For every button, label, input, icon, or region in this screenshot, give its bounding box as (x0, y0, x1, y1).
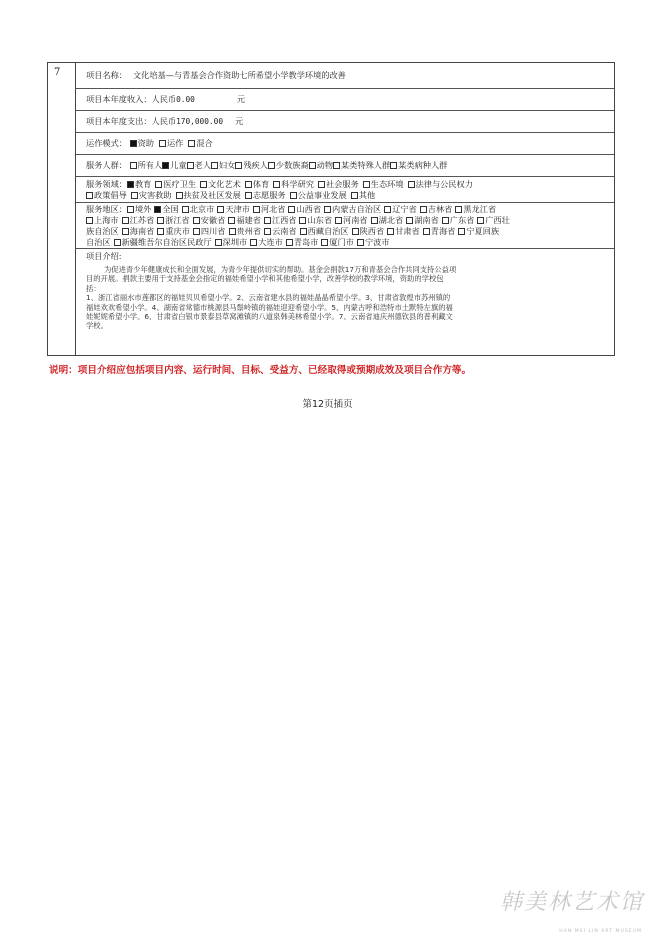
checkbox-option[interactable] (384, 204, 417, 214)
watermark-subtitle: HAN MEI LIN ART MUSEUM (559, 929, 642, 934)
unchecked-box-icon[interactable] (371, 217, 378, 224)
checkbox-label: 新疆维吾尔自治区民政厅 (121, 237, 212, 247)
checkbox-option[interactable] (86, 215, 119, 225)
checkbox-option[interactable] (131, 190, 172, 200)
income-amount: 0.00 (176, 95, 195, 104)
checkbox-label: 混合 (196, 138, 213, 148)
unchecked-box-icon[interactable] (406, 217, 413, 224)
checkbox-label: 全国 (162, 204, 179, 214)
checkbox-label: 陕西省 (359, 226, 385, 236)
checkbox-label: 法律与公民权力 (415, 179, 473, 189)
unchecked-box-icon[interactable] (333, 162, 340, 169)
row-number: 7 (54, 67, 61, 78)
checkbox-option[interactable] (288, 204, 321, 214)
checkbox-option[interactable] (162, 160, 186, 170)
income-unit: 元 (236, 94, 246, 104)
service-regions-row (76, 203, 614, 249)
museum-watermark (499, 885, 650, 945)
checkbox-label: 浙江省 (165, 215, 190, 225)
checkbox-option[interactable] (211, 160, 235, 170)
checkbox-option[interactable] (268, 160, 309, 170)
unchecked-box-icon[interactable] (384, 206, 391, 213)
checkbox-option[interactable] (86, 190, 127, 200)
checkbox-option[interactable] (390, 160, 447, 170)
expense-row (76, 111, 614, 133)
unchecked-box-icon[interactable] (273, 181, 280, 188)
unchecked-box-icon[interactable] (390, 162, 397, 169)
checkbox-option[interactable] (324, 204, 381, 214)
service-regions-line-1 (127, 204, 499, 214)
unchecked-box-icon[interactable] (176, 192, 183, 199)
checkbox-label: 青海省 (430, 226, 456, 236)
operation-mode-label: 运作模式： (86, 138, 127, 148)
checkbox-option[interactable] (264, 226, 297, 236)
checkbox-label: 广西壮 (485, 215, 510, 225)
checkbox-label: 动物 (316, 160, 334, 170)
checkbox-label: 上海市 (94, 215, 119, 225)
checkbox-label: 重庆市 (165, 226, 190, 236)
checkbox-label: 大连市 (258, 237, 283, 247)
service-regions-line-4 (86, 237, 393, 247)
unchecked-box-icon[interactable] (268, 162, 275, 169)
checkbox-label: 少数族裔 (275, 160, 309, 170)
unchecked-box-icon[interactable] (335, 217, 342, 224)
unchecked-box-icon[interactable] (188, 140, 195, 147)
unchecked-box-icon[interactable] (114, 239, 121, 246)
expense-amount: 170,000.00 (176, 117, 224, 126)
checkbox-label: 某类病种人群 (398, 160, 448, 170)
checkbox-option[interactable] (442, 215, 475, 225)
intro-text (86, 265, 602, 331)
unchecked-box-icon[interactable] (351, 192, 358, 199)
unchecked-box-icon[interactable] (127, 206, 134, 213)
unchecked-box-icon[interactable] (211, 162, 218, 169)
checkbox-label: 体育 (252, 179, 270, 189)
checkbox-option[interactable] (176, 190, 241, 200)
service-regions-label: 服务地区： (86, 204, 127, 214)
watermark-logo-text: 韩美林艺术馆 (499, 890, 644, 915)
checkbox-option[interactable] (215, 237, 248, 247)
unchecked-box-icon[interactable] (235, 162, 242, 169)
checkbox-label: 青岛市 (293, 237, 319, 247)
checkbox-option[interactable] (228, 215, 261, 225)
checkbox-option[interactable] (159, 138, 183, 148)
checkbox-label: 儿童 (170, 160, 187, 170)
checked-box-icon[interactable] (162, 162, 169, 169)
unchecked-box-icon[interactable] (300, 228, 307, 235)
unchecked-box-icon[interactable] (408, 181, 415, 188)
project-name-row (76, 63, 614, 89)
checkbox-label: 志愿服务 (252, 190, 286, 200)
unchecked-box-icon[interactable] (155, 181, 162, 188)
checkbox-option[interactable] (182, 204, 215, 214)
checkbox-option[interactable] (130, 138, 154, 148)
checkbox-label: 辽宁省 (392, 204, 417, 214)
checkbox-option[interactable] (477, 215, 510, 225)
checkbox-label: 内蒙古自治区 (332, 204, 382, 214)
unchecked-box-icon[interactable] (245, 192, 252, 199)
project-name-value: 文化培基—与青基会合作资助七所希望小学教学环境的改善 (132, 70, 346, 80)
checkbox-option[interactable] (273, 179, 314, 189)
checkbox-option[interactable] (200, 179, 241, 189)
page-number: 第12页插页 (302, 399, 353, 410)
unchecked-box-icon[interactable] (321, 239, 328, 246)
unchecked-box-icon[interactable] (318, 181, 325, 188)
checkbox-label: 福建省 (236, 215, 261, 225)
checkbox-label: 医疗卫生 (163, 179, 197, 189)
checkbox-option[interactable] (352, 226, 385, 236)
unchecked-box-icon[interactable] (122, 228, 129, 235)
checkbox-label: 厦门市 (329, 237, 354, 247)
checkbox-option[interactable] (335, 215, 368, 225)
checkbox-label: 老人 (194, 160, 211, 170)
service-regions-line-3 (86, 226, 502, 236)
service-groups-label: 服务人群： (86, 160, 127, 170)
checkbox-option[interactable] (318, 179, 359, 189)
checkbox-option[interactable] (290, 190, 347, 200)
unchecked-box-icon[interactable] (357, 239, 364, 246)
instruction-note: 说明：项目介绍应包括项目内容、运行时间、目标、受益方、已经取得或预期成效及项目合作方等。 (49, 365, 472, 376)
unchecked-box-icon[interactable] (86, 217, 93, 224)
checkbox-option[interactable] (264, 215, 297, 225)
checkbox-option[interactable] (321, 237, 354, 247)
unchecked-box-icon[interactable] (290, 192, 297, 199)
unchecked-box-icon[interactable] (253, 206, 260, 213)
expense-label: 项目本年度支出：人民币 (86, 116, 177, 126)
checkbox-option[interactable] (193, 215, 226, 225)
unchecked-box-icon[interactable] (458, 228, 465, 235)
service-fields-row (76, 177, 614, 203)
unchecked-box-icon[interactable] (250, 239, 257, 246)
checkbox-option[interactable] (157, 215, 190, 225)
service-groups-row (76, 155, 614, 177)
checkbox-label: 四川省 (200, 226, 226, 236)
checkbox-label: 运作 (166, 138, 184, 148)
intro-line: 娃妮妮希望小学。6、甘肃省白银市景泰县草窝滩镇的八道泉韩美林希望小学。7、云南省迪庆州德钦县的普利藏文 (86, 312, 453, 322)
intro-line: 福娃欢欢希望小学。4、湖南省常德市桃源县马鬃岭镇的福娃迎迎希望小学。5、内蒙古呼和浩特市土默特左旗的福 (86, 302, 453, 312)
checkbox-label: 吉林省 (427, 204, 453, 214)
checkbox-option[interactable] (455, 204, 496, 214)
checkbox-option[interactable] (122, 215, 155, 225)
checkbox-label: 社会服务 (326, 179, 359, 189)
income-label: 项目本年度收入：人民币 (86, 94, 177, 104)
intro-label-row (76, 249, 614, 265)
service-fields-label: 服务领域： (86, 179, 127, 189)
checkbox-option[interactable] (127, 204, 151, 214)
service-fields-line-2 (86, 190, 379, 200)
checkbox-option[interactable] (423, 226, 456, 236)
unchecked-box-icon[interactable] (299, 217, 306, 224)
checkbox-option[interactable] (127, 179, 151, 189)
checkbox-option[interactable] (193, 226, 226, 236)
checkbox-label: 所有人 (137, 160, 163, 170)
checkbox-label: 宁波市 (364, 237, 390, 247)
checked-box-icon[interactable] (127, 181, 134, 188)
checkbox-option[interactable] (155, 179, 196, 189)
service-regions-line-2 (86, 215, 513, 225)
unchecked-box-icon[interactable] (217, 206, 224, 213)
unchecked-box-icon[interactable] (229, 228, 236, 235)
unchecked-box-icon[interactable] (288, 206, 295, 213)
checkbox-option[interactable] (245, 190, 286, 200)
unchecked-box-icon[interactable] (159, 140, 166, 147)
checkbox-option[interactable] (387, 226, 420, 236)
checkbox-label: 湖南省 (414, 215, 439, 225)
checkbox-label: 山西省 (296, 204, 322, 214)
checkbox-option[interactable] (157, 226, 190, 236)
unchecked-box-icon[interactable] (86, 192, 93, 199)
project-form (47, 62, 615, 356)
checkbox-label: 广东省 (449, 215, 475, 225)
checkbox-option[interactable] (86, 237, 111, 247)
checkbox-option[interactable] (300, 226, 349, 236)
checkbox-label: 深圳市 (222, 237, 248, 247)
checkbox-option[interactable] (357, 237, 390, 247)
unchecked-box-icon[interactable] (387, 228, 394, 235)
checkbox-option[interactable] (458, 226, 499, 236)
checkbox-label: 其他 (358, 190, 376, 200)
intro-line: 学校。 (86, 321, 108, 331)
checkbox-label: 科学研究 (281, 179, 315, 189)
intro-line: 1、浙江省丽水市莲都区的福娃贝贝希望小学。2、云南省建水县的福娃晶晶希望小学。3、甘肃省敦煌市苏州镇的 (86, 293, 451, 303)
checkbox-option[interactable] (217, 204, 250, 214)
expense-unit: 元 (235, 116, 244, 126)
unchecked-box-icon[interactable] (352, 228, 359, 235)
checkbox-option[interactable] (420, 204, 453, 214)
unchecked-box-icon[interactable] (245, 181, 252, 188)
unchecked-box-icon[interactable] (264, 217, 271, 224)
unchecked-box-icon[interactable] (309, 162, 316, 169)
unchecked-box-icon[interactable] (122, 217, 129, 224)
checkbox-label: 山东省 (307, 215, 333, 225)
unchecked-box-icon[interactable] (131, 192, 138, 199)
checkbox-option[interactable] (351, 190, 375, 200)
checkbox-option[interactable] (130, 160, 163, 170)
checkbox-label: 妇女 (218, 160, 236, 170)
project-name-label: 项目名称： (86, 70, 127, 80)
intro-line: 为促进青少年健康成长和全面发展，为青少年提供切实的帮助。基金会捐款17万和青基会合作共同支持公益项 (104, 265, 457, 274)
checkbox-label: 残疾人 (243, 160, 268, 170)
unchecked-box-icon[interactable] (182, 206, 189, 213)
checkbox-option[interactable] (309, 160, 333, 170)
unchecked-box-icon[interactable] (193, 217, 200, 224)
checkbox-label: 境外 (134, 204, 152, 214)
checkbox-option[interactable] (86, 226, 119, 236)
checkbox-option[interactable] (406, 215, 439, 225)
checkbox-option[interactable] (188, 138, 212, 148)
unchecked-box-icon[interactable] (477, 217, 484, 224)
unchecked-box-icon[interactable] (455, 206, 462, 213)
checkbox-label: 黑龙江省 (463, 204, 497, 214)
checkbox-option[interactable] (286, 237, 319, 247)
checkbox-option[interactable] (235, 160, 268, 170)
checkbox-option[interactable] (408, 179, 473, 189)
unchecked-box-icon[interactable] (157, 217, 164, 224)
unchecked-box-icon[interactable] (363, 181, 370, 188)
unchecked-box-icon[interactable] (324, 206, 331, 213)
unchecked-box-icon[interactable] (193, 228, 200, 235)
checkbox-option[interactable] (154, 204, 178, 214)
unchecked-box-icon[interactable] (200, 181, 207, 188)
unchecked-box-icon[interactable] (215, 239, 222, 246)
unchecked-box-icon[interactable] (130, 162, 137, 169)
checkbox-label: 河北省 (260, 204, 286, 214)
service-groups-options (130, 160, 448, 170)
unchecked-box-icon[interactable] (264, 228, 271, 235)
checkbox-label: 公益事业发展 (297, 190, 347, 200)
checkbox-option[interactable] (250, 237, 283, 247)
operation-mode-options (130, 138, 218, 148)
checkbox-label: 湖北省 (378, 215, 404, 225)
checkbox-label: 江西省 (271, 215, 297, 225)
service-fields-line-1 (127, 179, 477, 189)
intro-label: 项目介绍: (86, 251, 122, 261)
intro-line: 目的开展。捐款主要用于支持基金会指定的福娃希望小学和其他希望小学，改善学校的教学环境，资助的学校包 (86, 274, 444, 284)
checkbox-label: 甘肃省 (395, 226, 420, 236)
checkbox-label: 生态环境 (370, 179, 404, 189)
checkbox-label: 河南省 (343, 215, 368, 225)
checkbox-label: 扶贫及社区发展 (183, 190, 241, 200)
checkbox-option[interactable] (371, 215, 404, 225)
unchecked-box-icon[interactable] (228, 217, 235, 224)
checkbox-option[interactable] (187, 160, 211, 170)
unchecked-box-icon[interactable] (420, 206, 427, 213)
checkbox-label: 西藏自治区 (307, 226, 349, 236)
checkbox-label: 海南省 (129, 226, 155, 236)
checked-box-icon[interactable] (130, 140, 137, 147)
intro-line: 括： (86, 283, 101, 293)
checkbox-label: 教育 (134, 179, 152, 189)
checkbox-label: 族自治区 (86, 226, 119, 236)
checkbox-option[interactable] (245, 179, 269, 189)
checkbox-label: 资助 (137, 138, 154, 148)
checkbox-label: 云南省 (272, 226, 297, 236)
checkbox-option[interactable] (253, 204, 286, 214)
checkbox-label: 文化艺术 (208, 179, 241, 189)
checkbox-label: 北京市 (189, 204, 215, 214)
checkbox-label: 江苏省 (129, 215, 155, 225)
unchecked-box-icon[interactable] (286, 239, 293, 246)
checkbox-label: 灾害救助 (138, 190, 172, 200)
checkbox-label: 天津市 (225, 204, 250, 214)
project-details (76, 63, 614, 355)
operation-mode-row (76, 133, 614, 155)
checkbox-option[interactable] (299, 215, 332, 225)
checkbox-label: 宁夏回族 (466, 226, 500, 236)
income-row (76, 89, 614, 111)
checkbox-option[interactable] (333, 160, 390, 170)
row-number-cell (48, 63, 76, 355)
checkbox-option[interactable] (122, 226, 155, 236)
unchecked-box-icon[interactable] (157, 228, 164, 235)
unchecked-box-icon[interactable] (187, 162, 194, 169)
checkbox-label: 贵州省 (236, 226, 262, 236)
unchecked-box-icon[interactable] (442, 217, 449, 224)
checked-box-icon[interactable] (154, 206, 161, 213)
checkbox-option[interactable] (363, 179, 404, 189)
unchecked-box-icon[interactable] (423, 228, 430, 235)
checkbox-label: 安徽省 (200, 215, 226, 225)
checkbox-label: 政策倡导 (94, 190, 127, 200)
checkbox-label: 某类特殊人群 (341, 160, 391, 170)
checkbox-option[interactable] (229, 226, 262, 236)
checkbox-label: 自治区 (86, 237, 111, 247)
checkbox-option[interactable] (114, 237, 212, 247)
